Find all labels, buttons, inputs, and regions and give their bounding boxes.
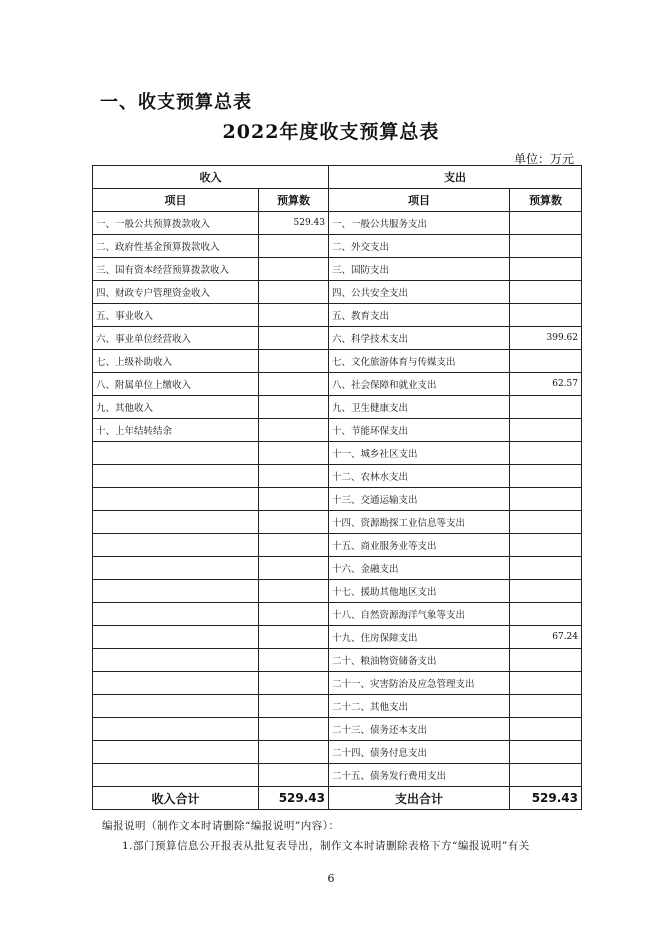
expense-item-cell: 十四、资源勘探工业信息等支出 <box>329 511 510 534</box>
table-row <box>93 557 582 580</box>
table-row <box>93 672 582 695</box>
table-row <box>93 373 582 396</box>
income-item-cell: 九、其他收入 <box>93 396 259 419</box>
income-item-cell <box>93 488 259 511</box>
income-item-cell <box>93 764 259 787</box>
expense-amount-cell <box>510 212 582 235</box>
notes-title: 编报说明（制作文本时请删除“编报说明”内容）： <box>102 820 340 832</box>
table-row <box>93 741 582 764</box>
expense-amount-cell <box>510 741 582 764</box>
expense-item-cell: 十七、援助其他地区支出 <box>329 580 510 603</box>
expense-item-cell: 二、外交支出 <box>329 235 510 258</box>
income-amount-column-header: 预算数 <box>259 189 329 212</box>
table-row <box>93 281 582 304</box>
table-row <box>93 764 582 787</box>
income-item-cell: 五、事业收入 <box>93 304 259 327</box>
expense-item-cell: 八、社会保障和就业支出 <box>329 373 510 396</box>
income-item-cell: 六、事业单位经营收入 <box>93 327 259 350</box>
income-amount-cell <box>259 580 329 603</box>
document-title: 2022年度收支预算总表 <box>222 121 440 143</box>
expense-total-amount: 529.43 <box>510 787 582 810</box>
expense-item-cell: 二十四、债务付息支出 <box>329 741 510 764</box>
income-item-cell: 十、上年结转结余 <box>93 419 259 442</box>
section-heading: 一、收支预算总表 <box>100 92 252 113</box>
income-amount-cell <box>259 258 329 281</box>
table-row <box>93 488 582 511</box>
income-amount-cell <box>259 649 329 672</box>
expense-amount-cell <box>510 396 582 419</box>
income-amount-cell <box>259 327 329 350</box>
table-row <box>93 235 582 258</box>
expense-item-cell: 三、国防支出 <box>329 258 510 281</box>
table-row <box>93 419 582 442</box>
expense-item-cell: 七、文化旅游体育与传媒支出 <box>329 350 510 373</box>
expense-amount-cell <box>510 580 582 603</box>
expense-total-label: 支出合计 <box>329 787 510 810</box>
expense-item-cell: 十六、金融支出 <box>329 557 510 580</box>
income-amount-cell <box>259 281 329 304</box>
expense-item-cell: 五、教育支出 <box>329 304 510 327</box>
expense-item-cell: 二十、粮油物资储备支出 <box>329 649 510 672</box>
income-amount-cell <box>259 442 329 465</box>
income-item-cell <box>93 741 259 764</box>
income-amount-cell <box>259 534 329 557</box>
table-row <box>93 350 582 373</box>
notes-item-1: 1.部门预算信息公开报表从批复表导出，制作文本时请删除表格下方“编报说明”有关 <box>122 840 530 852</box>
table-row <box>93 511 582 534</box>
income-amount-cell <box>259 695 329 718</box>
expense-item-cell: 二十五、债务发行费用支出 <box>329 764 510 787</box>
table-row <box>93 603 582 626</box>
income-amount-cell <box>259 373 329 396</box>
table-row <box>93 304 582 327</box>
expense-item-cell: 十、节能环保支出 <box>329 419 510 442</box>
table-row <box>93 396 582 419</box>
income-item-cell: 一、一般公共预算拨款收入 <box>93 212 259 235</box>
income-item-cell <box>93 580 259 603</box>
income-amount-cell: 529.43 <box>259 212 329 235</box>
income-amount-cell <box>259 603 329 626</box>
income-amount-cell <box>259 419 329 442</box>
expense-amount-cell <box>510 718 582 741</box>
income-amount-cell <box>259 488 329 511</box>
expense-item-cell: 二十二、其他支出 <box>329 695 510 718</box>
income-item-cell: 二、政府性基金预算拨款收入 <box>93 235 259 258</box>
table-body <box>93 166 582 810</box>
expense-amount-cell <box>510 764 582 787</box>
table-row <box>93 212 582 235</box>
expense-amount-cell <box>510 534 582 557</box>
income-item-cell <box>93 695 259 718</box>
table-row <box>93 534 582 557</box>
budget-summary-table <box>92 165 582 810</box>
expense-item-cell: 二十一、灾害防治及应急管理支出 <box>329 672 510 695</box>
table-row <box>93 258 582 281</box>
expense-item-cell: 一、一般公共服务支出 <box>329 212 510 235</box>
table-column-header-row <box>93 189 582 212</box>
expense-item-cell: 六、科学技术支出 <box>329 327 510 350</box>
expense-amount-cell <box>510 557 582 580</box>
table-row <box>93 442 582 465</box>
income-item-cell <box>93 718 259 741</box>
table-row <box>93 626 582 649</box>
table-row <box>93 580 582 603</box>
total-row <box>93 787 582 810</box>
expense-amount-cell <box>510 465 582 488</box>
expense-item-column-header: 项目 <box>329 189 510 212</box>
table-row <box>93 695 582 718</box>
expense-item-cell: 二十三、债务还本支出 <box>329 718 510 741</box>
income-amount-cell <box>259 718 329 741</box>
income-item-cell <box>93 442 259 465</box>
income-amount-cell <box>259 511 329 534</box>
income-total-label: 收入合计 <box>93 787 259 810</box>
income-item-cell: 八、附属单位上缴收入 <box>93 373 259 396</box>
table-row <box>93 649 582 672</box>
expense-amount-cell <box>510 649 582 672</box>
income-total-amount: 529.43 <box>259 787 329 810</box>
page-number: 6 <box>327 872 335 885</box>
income-item-cell <box>93 534 259 557</box>
table-row <box>93 718 582 741</box>
income-amount-cell <box>259 741 329 764</box>
income-amount-cell <box>259 235 329 258</box>
expense-amount-cell <box>510 672 582 695</box>
expense-item-cell: 十一、城乡社区支出 <box>329 442 510 465</box>
expense-amount-cell <box>510 281 582 304</box>
income-item-cell: 四、财政专户管理资金收入 <box>93 281 259 304</box>
income-item-cell <box>93 672 259 695</box>
expense-item-cell: 十三、交通运输支出 <box>329 488 510 511</box>
table-row <box>93 465 582 488</box>
expense-item-cell: 四、公共安全支出 <box>329 281 510 304</box>
expense-item-cell: 十二、农林水支出 <box>329 465 510 488</box>
income-item-cell <box>93 603 259 626</box>
expense-amount-cell: 67.24 <box>510 626 582 649</box>
expense-amount-cell <box>510 488 582 511</box>
expense-amount-cell <box>510 603 582 626</box>
table-row <box>93 327 582 350</box>
expense-amount-cell <box>510 304 582 327</box>
expense-amount-cell <box>510 511 582 534</box>
expense-item-cell: 九、卫生健康支出 <box>329 396 510 419</box>
income-item-cell: 三、国有资本经营预算拨款收入 <box>93 258 259 281</box>
expense-item-cell: 十五、商业服务业等支出 <box>329 534 510 557</box>
income-amount-cell <box>259 396 329 419</box>
expense-amount-cell <box>510 258 582 281</box>
expense-amount-cell <box>510 695 582 718</box>
expense-amount-cell <box>510 350 582 373</box>
income-amount-cell <box>259 672 329 695</box>
income-item-column-header: 项目 <box>93 189 259 212</box>
expense-header: 支出 <box>329 166 582 189</box>
expense-amount-cell: 399.62 <box>510 327 582 350</box>
expense-item-cell: 十八、自然资源海洋气象等支出 <box>329 603 510 626</box>
income-amount-cell <box>259 626 329 649</box>
expense-item-cell: 十九、住房保障支出 <box>329 626 510 649</box>
income-amount-cell <box>259 557 329 580</box>
income-item-cell <box>93 626 259 649</box>
income-amount-cell <box>259 350 329 373</box>
expense-amount-cell <box>510 235 582 258</box>
income-amount-cell <box>259 465 329 488</box>
table-group-header-row <box>93 166 582 189</box>
income-item-cell: 七、上级补助收入 <box>93 350 259 373</box>
income-item-cell <box>93 511 259 534</box>
income-item-cell <box>93 649 259 672</box>
expense-amount-column-header: 预算数 <box>510 189 582 212</box>
expense-amount-cell: 62.57 <box>510 373 582 396</box>
unit-label: 单位：万元 <box>513 152 574 166</box>
income-amount-cell <box>259 764 329 787</box>
expense-amount-cell <box>510 419 582 442</box>
income-item-cell <box>93 465 259 488</box>
expense-amount-cell <box>510 442 582 465</box>
income-amount-cell <box>259 304 329 327</box>
income-header: 收入 <box>93 166 329 189</box>
income-item-cell <box>93 557 259 580</box>
